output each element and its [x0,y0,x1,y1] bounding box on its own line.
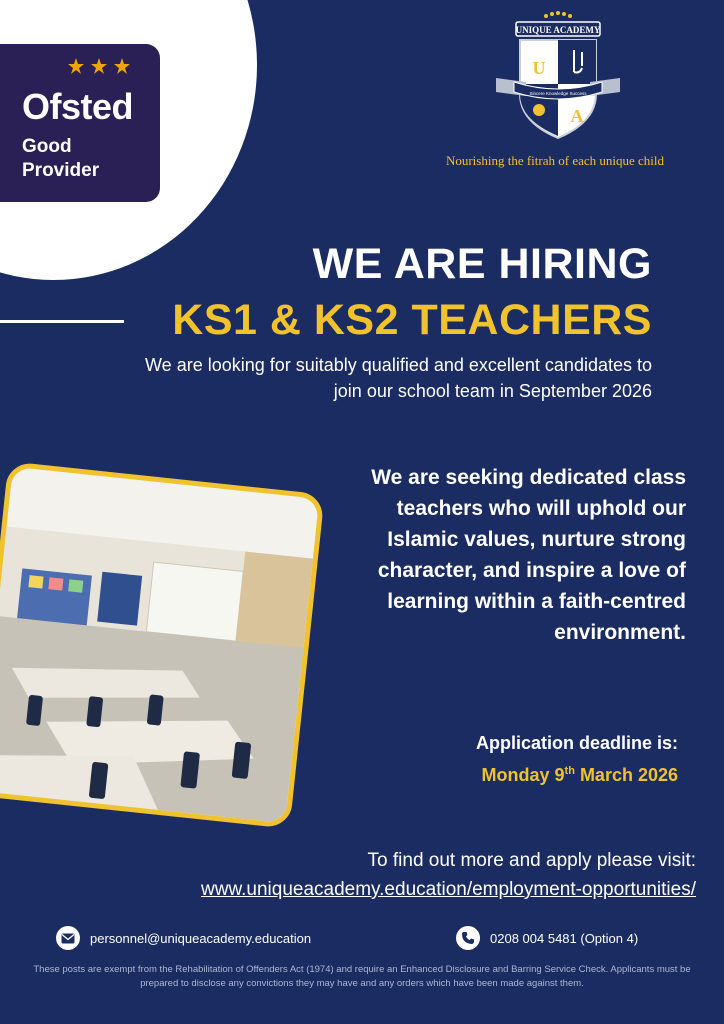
email-address: personnel@uniqueacademy.education [90,930,312,946]
deadline-month-year: March 2026 [574,765,678,785]
deadline-date [476,757,678,789]
ofsted-rating-line1: Good [22,136,72,157]
deadline-day: Monday 9 [481,765,565,785]
employment-link[interactable]: www.uniqueacademy.education/employment-opportunities/ [201,879,696,900]
phone-icon [456,926,480,950]
svg-text:UNIQUE ACADEMY: UNIQUE ACADEMY [515,25,601,35]
unique-academy-crest-logo [496,10,620,142]
phone-number: 0208 004 5481 (Option 4) [490,930,639,946]
ofsted-stars-icon [68,58,138,80]
legal-disclaimer: These posts are exempt from the Rehabilitation of Offenders Act (1974) and require an Enhanced Disclosure and Barring Service Check. Applicants must be prepared to disclose any convictions they may have and any orders which have been made against them. [33,964,691,989]
email-contact[interactable] [56,926,311,950]
school-tagline: Nourishing the fitrah of each unique child [445,153,665,168]
ofsted-badge [0,44,160,202]
envelope-icon [56,926,80,950]
intro-text: We are looking for suitably qualified and excellent candidates to join our school team in September 2026 [145,355,652,401]
apply-info [201,846,696,904]
deadline-ordinal: th [564,765,575,777]
svg-text:U: U [532,58,546,78]
ofsted-rating-line2: Provider [22,160,100,181]
classroom-photo [0,461,325,828]
phone-contact[interactable] [456,926,638,950]
crest-banner-text: Sincere Knowledge Success [529,91,587,96]
ofsted-logo-text: Ofsted [22,86,134,127]
apply-text: To find out more and apply please visit: [367,850,696,871]
role-description: We are seeking dedicated class teachers who will uphold our Islamic values, nurture strong character, and inspire a love of learning within a faith-centred environment. [371,466,686,644]
svg-text:A: A [570,106,584,126]
divider-line [0,320,124,323]
headline-hiring: WE ARE HIRING [312,240,652,288]
application-deadline [476,729,678,789]
headline-roles: KS1 & KS2 TEACHERS [172,296,652,344]
deadline-label: Application deadline is: [475,733,678,753]
